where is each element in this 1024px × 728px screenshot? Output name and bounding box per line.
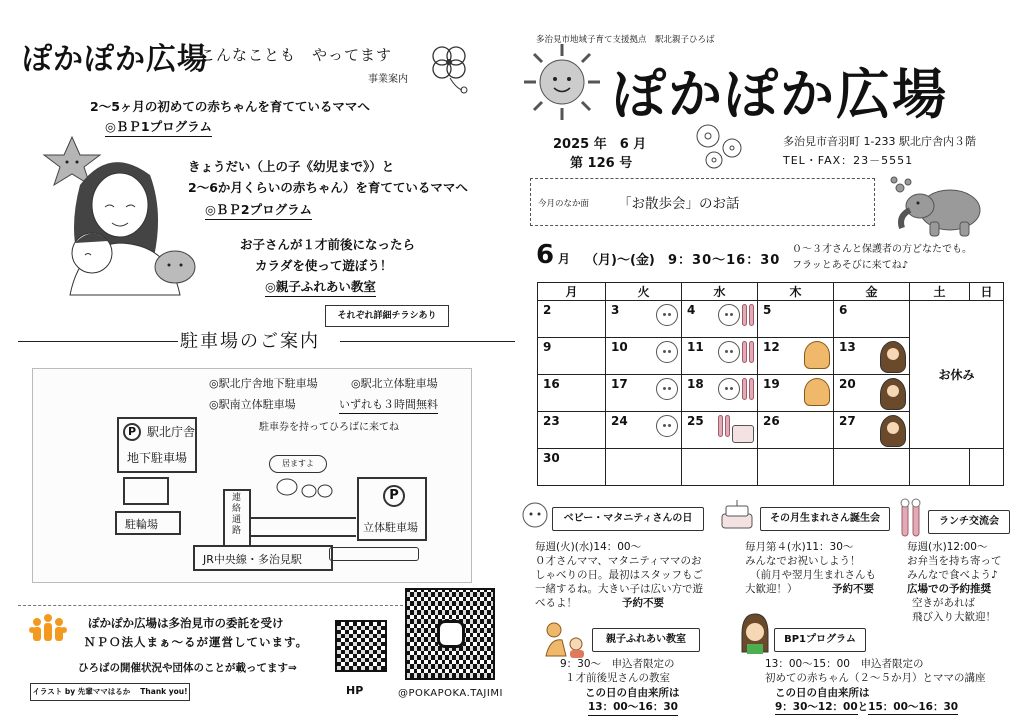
baby-face-icon bbox=[520, 500, 550, 530]
header-sun: 日 bbox=[970, 283, 1004, 301]
program-baby-no-reservation: 予約不要 bbox=[622, 597, 664, 609]
parking-lot-3: ◎駅南立体駐車場 bbox=[209, 398, 296, 411]
hp-label: HP bbox=[346, 684, 364, 697]
lunch-utensil-icon bbox=[749, 304, 754, 326]
calendar-day-number: 23 bbox=[543, 414, 560, 428]
train-icon bbox=[329, 547, 419, 561]
tagline: こんなことも やってます bbox=[200, 46, 393, 64]
program-birthday-no-reservation: 予約不要 bbox=[832, 583, 874, 595]
program-baby-line-5: べるよ！ bbox=[535, 597, 577, 609]
program-baby-line-2: ０才さんママ、マタニティママのお bbox=[535, 555, 702, 567]
footer-divider bbox=[18, 605, 403, 606]
program-birthday-line-4: 大歓迎！） bbox=[745, 583, 798, 595]
oyako-name: ◎親子ふれあい教室 bbox=[265, 277, 376, 297]
calendar-day-number: 12 bbox=[763, 340, 780, 354]
calendar-day-number: 25 bbox=[687, 414, 704, 428]
calendar-day-cell bbox=[682, 301, 758, 338]
calendar-day-number: 4 bbox=[687, 303, 696, 317]
map-station-label: JR中央線・多治見駅 bbox=[203, 553, 302, 566]
june-calendar bbox=[537, 282, 1004, 486]
parking-title: 駐車場のご案内 bbox=[180, 331, 320, 352]
center-name: 多治見市地域子育て支援拠点 駅北親子ひろば bbox=[536, 35, 715, 45]
baby-day-icon bbox=[656, 341, 678, 363]
calendar-day-number: 18 bbox=[687, 377, 704, 391]
calendar-day-number: 26 bbox=[763, 414, 780, 428]
calendar-day-cell bbox=[538, 375, 606, 412]
lunch-utensil-icon bbox=[718, 415, 723, 437]
connecting-path bbox=[223, 489, 251, 547]
services-label: 事業案内 bbox=[368, 74, 408, 85]
program-oyako-line-4: 13：00～16：30 bbox=[588, 700, 678, 716]
instagram-icon bbox=[437, 620, 465, 648]
calendar-day-cell bbox=[682, 375, 758, 412]
month-suffix: 月 bbox=[558, 252, 571, 266]
program-bp1-line-3: この日の自由来所は bbox=[775, 687, 870, 699]
oyako-class-icon bbox=[804, 378, 830, 406]
program-oyako-line-2: １才前後児さんの教室 bbox=[565, 672, 670, 684]
weekend-closed-cell: お休み bbox=[910, 301, 1004, 449]
calendar-event-icons bbox=[656, 304, 678, 326]
tel-fax: TEL・FAX：23－5551 bbox=[783, 154, 914, 167]
topic-label: 今月のなか面 bbox=[538, 199, 590, 209]
bp1-free-time-morning: 9：30～12：00 bbox=[775, 701, 858, 713]
month-number: 6 bbox=[536, 240, 555, 270]
bp1-free-time-and: と bbox=[857, 701, 869, 713]
footer-line-3: ひろばの開催状況や団体のことが載ってます⇒ bbox=[78, 662, 297, 674]
map-block bbox=[123, 477, 169, 505]
baby-day-icon bbox=[718, 304, 740, 326]
map-underground-label: 地下駐車場 bbox=[127, 451, 188, 465]
oyako-class-icon bbox=[804, 341, 830, 369]
address: 多治見市音羽町 1-233 駅北庁舎内３階 bbox=[783, 135, 976, 148]
calendar-day-cell bbox=[606, 412, 682, 449]
program-birthday-line-1: 毎月第４(水)11：30～ bbox=[745, 541, 854, 553]
multi-storey-parking bbox=[357, 477, 427, 541]
parent-child-icon bbox=[540, 622, 590, 658]
calendar-day-number: 16 bbox=[543, 377, 560, 391]
bp2-name: ◎ＢＰ2プログラム bbox=[205, 200, 312, 220]
calendar-day-number: 13 bbox=[839, 340, 856, 354]
calendar-day-cell bbox=[758, 449, 834, 486]
main-logo: ぽかぽか広場 bbox=[612, 62, 948, 126]
baby-day-icon bbox=[656, 415, 678, 437]
calendar-day-cell bbox=[758, 412, 834, 449]
calendar-event-icons bbox=[656, 415, 678, 437]
footer-line-2: ＮＰＯ法人まぁ～るが運営しています。 bbox=[84, 635, 309, 649]
header-tue: 火 bbox=[606, 283, 682, 301]
bird-speech-bubble: 居ますよ bbox=[269, 455, 327, 473]
parking-lot-1: ◎駅北庁舎地下駐車場 bbox=[209, 377, 318, 390]
footer-line-1: ぽかぽか広場は多治見市の委託を受け bbox=[88, 616, 284, 630]
parking-p-icon: P bbox=[383, 485, 405, 507]
bp1-free-time-afternoon: 15：00～16：30 bbox=[868, 701, 959, 713]
baby-day-icon bbox=[718, 378, 740, 400]
calendar-day-cell bbox=[970, 449, 1004, 486]
calendar-event-icons bbox=[718, 304, 754, 326]
baby-day-icon bbox=[656, 304, 678, 326]
program-lunch-line-4: 広場での予約推奨 bbox=[907, 583, 991, 595]
issue-number: 第 126 号 bbox=[570, 156, 633, 171]
calendar-event-icons bbox=[880, 341, 906, 373]
program-baby-line-3: しゃべりの日。最初はスタッフもご bbox=[535, 569, 703, 581]
calendar-day-cell bbox=[758, 301, 834, 338]
bird-family-icon bbox=[273, 473, 343, 501]
bicycle-parking bbox=[115, 511, 181, 535]
program-birthday-line-3: （前月や翌月生まれさんも bbox=[750, 569, 876, 581]
header-sat: 土 bbox=[910, 283, 970, 301]
bp-program-icon bbox=[880, 415, 906, 447]
calendar-day-number: 30 bbox=[543, 451, 560, 465]
calendar-day-cell bbox=[834, 412, 910, 449]
calendar-day-number: 24 bbox=[611, 414, 628, 428]
calendar-day-number: 11 bbox=[687, 340, 704, 354]
open-hours: 9：30～16：30 bbox=[668, 253, 781, 268]
calendar-day-cell bbox=[834, 449, 910, 486]
oyako-lead-2: カラダを使って遊ぼう！ bbox=[255, 258, 393, 273]
calendar-day-cell bbox=[834, 375, 910, 412]
header-wed: 水 bbox=[682, 283, 758, 301]
calendar-day-number: 19 bbox=[763, 377, 780, 391]
program-bp1-line-1: 13：00～15：00 申込者限定の bbox=[765, 658, 924, 670]
program-oyako-line-1: 9：30～ 申込者限定の bbox=[560, 658, 675, 670]
fork-spoon-icon bbox=[896, 498, 926, 538]
calendar-day-cell bbox=[834, 338, 910, 375]
jr-station bbox=[193, 545, 333, 571]
bp2-lead-2: 2～6か月くらいの赤ちゃん）を育てているママへ bbox=[188, 180, 468, 195]
parking-map bbox=[32, 368, 472, 583]
parking-p-icon: P bbox=[123, 423, 141, 441]
calendar-day-cell bbox=[538, 301, 606, 338]
open-days: （月)～(金) bbox=[585, 253, 655, 268]
calendar-day-cell bbox=[538, 412, 606, 449]
lunch-utensil-icon bbox=[749, 341, 754, 363]
parking-divider-right bbox=[340, 341, 515, 342]
target-note-1: ０～３才さんと保護者の方どなたでも。 bbox=[792, 244, 972, 255]
calendar-header-row bbox=[538, 283, 1004, 301]
program-lunch-line-5: 空きがあれば bbox=[912, 597, 975, 609]
mother-baby-illustration bbox=[40, 135, 200, 300]
parking-ticket-note: 駐車券を持ってひろばに来てね bbox=[259, 422, 399, 433]
bp-program-icon bbox=[880, 341, 906, 373]
oyako-lead-1: お子さんが１才前後になったら bbox=[240, 237, 416, 252]
header-thu: 木 bbox=[758, 283, 834, 301]
calendar-day-number: 5 bbox=[763, 303, 772, 317]
program-bp1-line-4 bbox=[775, 700, 958, 714]
parking-divider-left bbox=[18, 341, 178, 342]
calendar-event-icons bbox=[880, 378, 906, 410]
baby-day-icon bbox=[656, 378, 678, 400]
calendar-day-number: 2 bbox=[543, 303, 552, 317]
calendar-event-icons bbox=[718, 378, 754, 400]
header-fri: 金 bbox=[834, 283, 910, 301]
ekikita-building bbox=[117, 417, 197, 473]
baby-day-icon bbox=[718, 341, 740, 363]
birthday-cake-icon bbox=[732, 425, 754, 443]
left-logo: ぽかぽか広場 bbox=[22, 42, 208, 77]
header-mon: 月 bbox=[538, 283, 606, 301]
calendar-day-cell bbox=[538, 338, 606, 375]
program-bp1-title: BP1プログラム bbox=[774, 628, 866, 652]
program-lunch-line-2: お弁当を持ち寄って bbox=[907, 555, 1002, 567]
calendar-week-row bbox=[538, 301, 1004, 338]
calendar-day-cell bbox=[606, 375, 682, 412]
lunch-utensil-icon bbox=[742, 304, 747, 326]
target-note-2: フラッとあそびに来てね♪ bbox=[792, 260, 909, 271]
npo-people-icon bbox=[28, 612, 68, 644]
program-oyako-line-3: この日の自由来所は bbox=[585, 687, 680, 699]
bp1-name: ◎ＢＰ1プログラム bbox=[105, 117, 212, 137]
sun-icon bbox=[522, 42, 602, 122]
calendar-day-cell bbox=[758, 338, 834, 375]
parking-lot-2: ◎駅北立体駐車場 bbox=[351, 377, 438, 390]
calendar-day-cell bbox=[538, 449, 606, 486]
calendar-day-cell bbox=[606, 449, 682, 486]
lunch-utensil-icon bbox=[742, 341, 747, 363]
bp-program-icon bbox=[880, 378, 906, 410]
map-building-label: 駅北庁舎 bbox=[147, 425, 196, 439]
calendar-day-cell bbox=[606, 301, 682, 338]
program-baby-line-4: 一緒するね。大きい子は広い方で遊 bbox=[535, 583, 703, 595]
program-lunch-line-6: 飛び入り大歓迎！ bbox=[912, 611, 996, 623]
calendar-day-number: 17 bbox=[611, 377, 628, 391]
calendar-day-number: 3 bbox=[611, 303, 620, 317]
calendar-day-number: 27 bbox=[839, 414, 856, 428]
walkway bbox=[251, 517, 356, 537]
bp2-lead-1: きょうだい（上の子《幼児まで》）と bbox=[188, 159, 395, 174]
calendar-week-row bbox=[538, 449, 1004, 486]
sakura-icon bbox=[690, 122, 750, 172]
program-lunch-line-3: みんなで食べよう♪ bbox=[907, 569, 998, 581]
issue-year: 2025 年 6 月 bbox=[553, 137, 647, 152]
program-birthday-title: その月生まれさん誕生会 bbox=[760, 507, 890, 531]
lunch-utensil-icon bbox=[725, 415, 730, 437]
birthday-cake-icon bbox=[718, 498, 756, 532]
instagram-qr-code[interactable] bbox=[405, 588, 495, 680]
program-bp1-line-2: 初めての赤ちゃん（２～５か月）とママの講座 bbox=[765, 672, 986, 684]
calendar-day-number: 20 bbox=[839, 377, 856, 391]
detail-flyer-note: それぞれ詳細チラシあり bbox=[325, 305, 449, 327]
calendar-event-icons bbox=[656, 378, 678, 400]
program-birthday-line-2: みんなでお祝いしよう！ bbox=[745, 555, 861, 567]
calendar-day-number: 6 bbox=[839, 303, 848, 317]
clover-flower-icon bbox=[420, 38, 480, 98]
program-baby-title: ベビー・マタニティさんの日 bbox=[552, 507, 704, 531]
calendar-day-cell bbox=[682, 449, 758, 486]
calendar-day-cell bbox=[834, 301, 910, 338]
calendar-day-cell bbox=[910, 449, 970, 486]
bp1-lead: 2～5ヶ月の初めての赤ちゃんを育てているママへ bbox=[90, 99, 370, 114]
calendar-event-icons bbox=[804, 341, 830, 369]
elephant-icon bbox=[880, 176, 995, 238]
map-multistorey-label: 立体駐車場 bbox=[363, 521, 418, 534]
calendar-day-cell bbox=[758, 375, 834, 412]
program-lunch-line-1: 毎週(水)12:00～ bbox=[907, 541, 988, 553]
calendar-event-icons bbox=[718, 341, 754, 363]
topic-title: 「お散歩会」のお話 bbox=[618, 196, 740, 212]
calendar-event-icons bbox=[880, 415, 906, 447]
teacher-icon bbox=[738, 612, 772, 656]
calendar-day-cell bbox=[682, 412, 758, 449]
instagram-handle[interactable]: @POKAPOKA.TAJIMI bbox=[398, 688, 503, 699]
free-parking-note: いずれも３時間無料 bbox=[339, 396, 438, 414]
program-lunch-title: ランチ交流会 bbox=[928, 510, 1010, 534]
program-oyako-title: 親子ふれあい教室 bbox=[592, 628, 700, 652]
lunch-utensil-icon bbox=[749, 378, 754, 400]
calendar-day-cell bbox=[606, 338, 682, 375]
map-bicycle-label: 駐輪場 bbox=[125, 518, 158, 531]
calendar-day-number: 10 bbox=[611, 340, 628, 354]
map-connecting-label: 連絡通路 bbox=[232, 493, 242, 536]
illustration-credit: イラスト by 先輩ママはるか Thank you! bbox=[30, 683, 190, 701]
calendar-event-icons bbox=[804, 378, 830, 406]
calendar-day-cell bbox=[682, 338, 758, 375]
calendar-event-icons bbox=[656, 341, 678, 363]
lunch-utensil-icon bbox=[742, 378, 747, 400]
calendar-event-icons bbox=[718, 415, 754, 443]
program-baby-line-1: 毎週(火)(水)14：00～ bbox=[535, 541, 642, 553]
hp-qr-code[interactable] bbox=[335, 620, 387, 672]
calendar-day-number: 9 bbox=[543, 340, 552, 354]
